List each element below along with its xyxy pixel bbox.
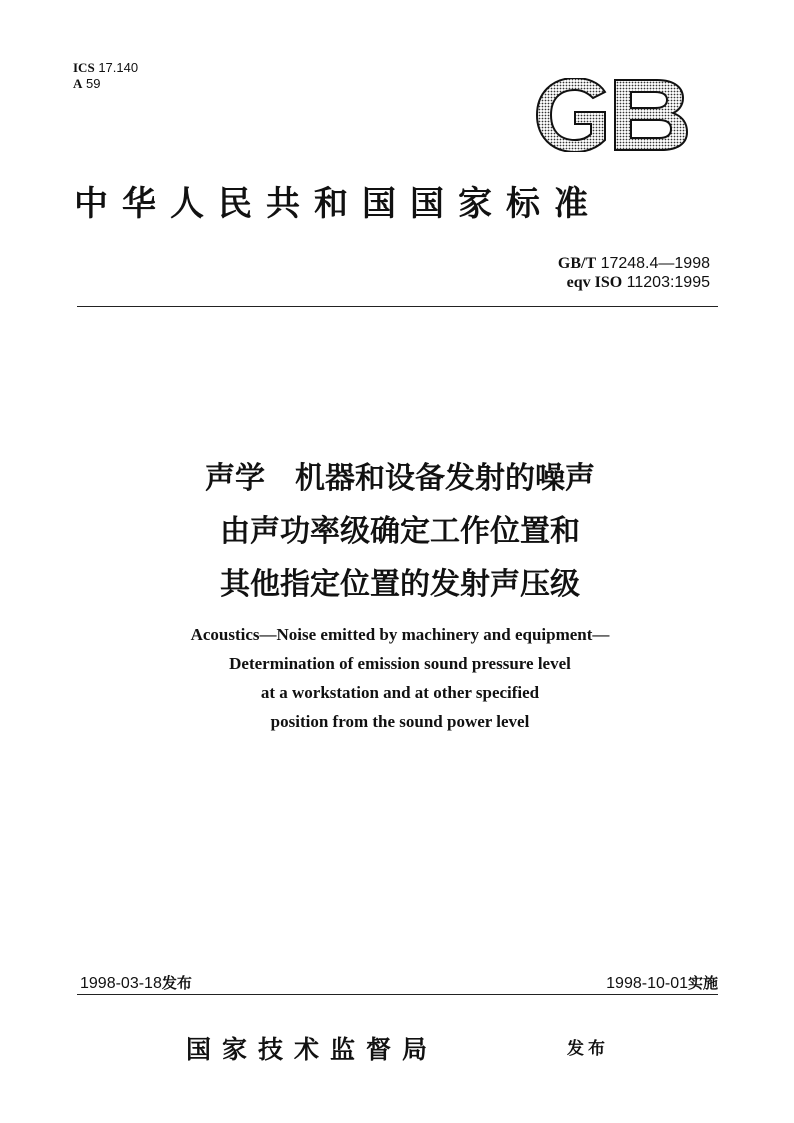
class-value: 59 xyxy=(86,76,101,91)
eqv-number xyxy=(470,273,710,292)
chinese-title xyxy=(60,452,740,611)
effective-label: 实施 xyxy=(687,974,718,992)
english-title-line-2: Determination of emission sound pressure level xyxy=(229,654,571,673)
english-title xyxy=(60,620,740,736)
issuing-authority: 国家技术监督局 xyxy=(186,1035,439,1064)
release-date-block xyxy=(80,972,192,993)
gbt-value: 17248.4—1998 xyxy=(600,255,710,272)
chinese-title-line-2: 由声功率级确定工作位置和 xyxy=(220,514,580,549)
gb-logo-graphic xyxy=(535,78,691,152)
ics-prefix: ICS xyxy=(73,60,95,75)
class-code xyxy=(73,76,138,92)
english-title-line-4: position from the sound power level xyxy=(270,712,530,731)
standard-number-block xyxy=(470,254,710,292)
gb-logo xyxy=(535,78,691,152)
effective-date-block xyxy=(606,972,718,993)
class-prefix: A xyxy=(73,76,83,91)
gbt-number xyxy=(470,254,710,273)
header-divider xyxy=(77,306,718,307)
effective-date: 1998-10-01 xyxy=(606,975,688,992)
ics-code xyxy=(73,60,138,76)
eqv-value: 11203:1995 xyxy=(626,274,710,291)
classification-codes xyxy=(73,60,138,92)
eqv-prefix: eqv ISO xyxy=(566,274,623,291)
chinese-title-line-3: 其他指定位置的发射声压级 xyxy=(220,567,580,602)
chinese-title-line-1: 声学 机器和设备发射的噪声 xyxy=(205,461,595,496)
national-standard-title: 中华人民共和国国家标准 xyxy=(74,184,602,224)
english-title-line-3: at a workstation and at other specified xyxy=(260,683,540,702)
english-title-line-1: Acoustics—Noise emitted by machinery and equipment— xyxy=(190,625,610,644)
release-date: 1998-03-18 xyxy=(80,975,162,992)
release-label: 发布 xyxy=(161,974,192,992)
dates-row xyxy=(77,972,718,995)
ics-value: 17.140 xyxy=(98,60,139,75)
issue-label: 发布 xyxy=(567,1039,609,1059)
gbt-prefix: GB/T xyxy=(557,255,597,272)
